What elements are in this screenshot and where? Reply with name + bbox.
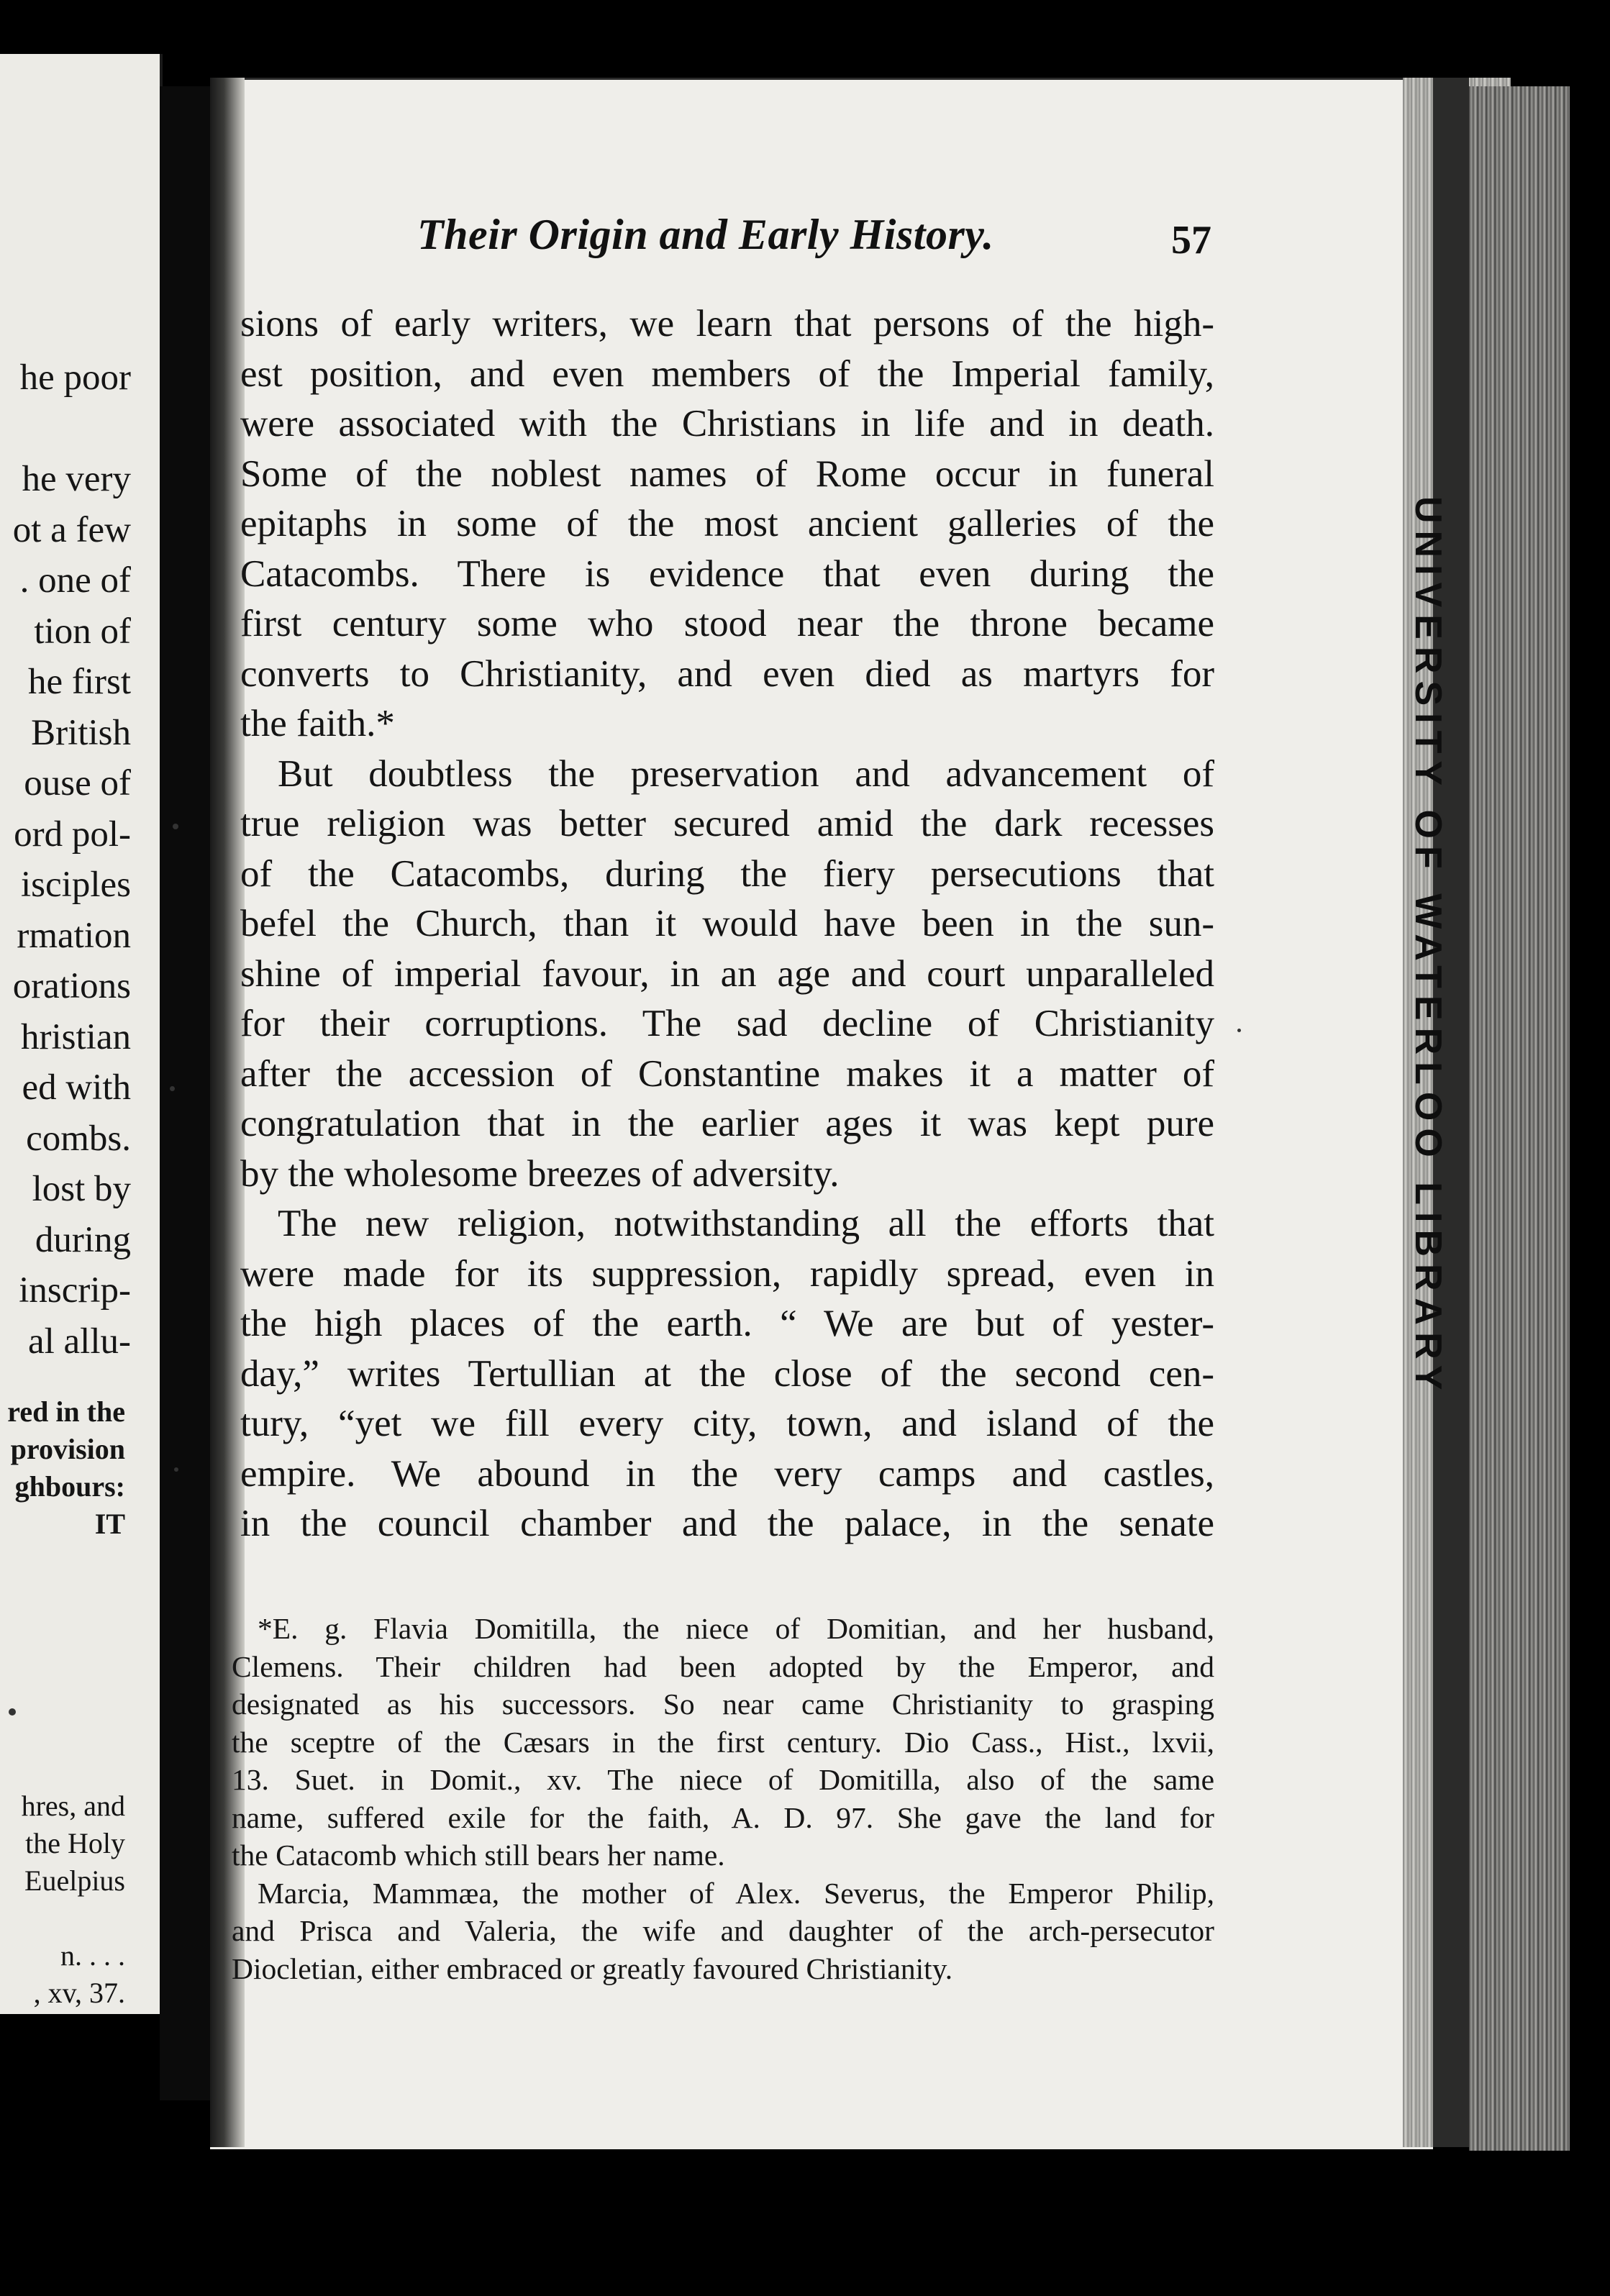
body-line: first century some who stood near the throne became [240, 603, 1214, 644]
library-stamp-text: UNIVERSITY OF WATERLOO LIBRARY [1407, 496, 1449, 1398]
footnote-line: and Prisca and Valeria, the wife and daughter of the arch-persecutor [232, 1914, 1214, 1947]
previous-page-line: he first [27, 662, 131, 702]
previous-footnote-line: provision [10, 1433, 125, 1465]
previous-page-footnotes-lower [22, 1787, 125, 2012]
previous-page-footnotes [7, 1393, 125, 1543]
body-line: congratulation that in the earlier ages it was kept pure [240, 1103, 1214, 1144]
running-head: Their Origin and Early History. [417, 211, 994, 258]
body-line: epitaphs in some of the most ancient galleries of the [240, 503, 1214, 545]
previous-page-line [13, 404, 131, 455]
body-line: in the council chamber and the palace, in the senate [240, 1503, 1214, 1544]
previous-page-line: tion of [34, 611, 131, 652]
previous-page-line: combs. [26, 1118, 131, 1159]
previous-page-line: isciples [21, 865, 131, 905]
body-line: the faith.* [240, 703, 395, 744]
body-line: converts to Christianity, and even died as martyrs for [240, 652, 1214, 695]
previous-footnote-line: red in the [7, 1395, 125, 1428]
previous-footnote-line: n. . . . [60, 1939, 125, 1972]
scan-speck [1237, 1029, 1241, 1032]
footnote-line: 13. Suet. in Domit., xv. The niece of Domitilla, also of the same [232, 1763, 1214, 1796]
previous-page-line: inscrip- [19, 1270, 131, 1311]
body-text [240, 299, 1214, 1549]
previous-footnote-line: IT [94, 1508, 125, 1540]
previous-footnote-line: ghbours: [14, 1470, 125, 1503]
body-line: empire. We abound in the very camps and castles, [240, 1452, 1214, 1495]
previous-page-line: ot a few [12, 509, 131, 550]
footnote-line: Marcia, Mammæa, the mother of Alex. Severus, the Emperor Philip, [258, 1876, 1214, 1910]
previous-page-line: British [31, 712, 131, 753]
body-line: tury, “yet we fill every city, town, and island of the [240, 1403, 1214, 1444]
previous-page-line: ouse of [24, 763, 131, 803]
previous-page-line: orations [12, 966, 131, 1006]
previous-footnote-line: Euelpius [24, 1864, 125, 1897]
previous-page-line: . one of [19, 560, 131, 601]
body-line: Some of the noblest names of Rome occur in funeral [240, 452, 1214, 495]
previous-page-line: al allu- [27, 1321, 131, 1362]
body-line: after the accession of Constantine makes it a matter of [240, 1052, 1214, 1095]
body-line: were made for its suppression, rapidly spread, even in [240, 1252, 1214, 1295]
footnote-line: *E. g. Flavia Domitilla, the niece of Domitian, and her husband, [258, 1612, 1214, 1645]
previous-page-line: ord pol- [14, 814, 131, 855]
body-line: Catacombs. There is evidence that even during the [240, 552, 1214, 595]
library-stamp [1404, 496, 1450, 1431]
scan-speck [9, 1708, 16, 1716]
previous-footnote-line [22, 1900, 125, 1937]
previous-page-line: he poor [19, 357, 131, 398]
body-line: day,” writes Tertullian at the close of the second cen- [240, 1352, 1214, 1395]
previous-page-line: during [35, 1219, 131, 1260]
footnote-line: Diocletian, either embraced or greatly favoured Christianity. [232, 1951, 953, 1985]
previous-footnote-line: hres, and [21, 1790, 125, 1822]
previous-page-line: rmation [17, 915, 131, 956]
footnote-line: the sceptre of the Cæsars in the first century. Dio Cass., Hist., lxvii, [232, 1725, 1214, 1759]
body-line: by the wholesome breezes of adversity. [240, 1152, 840, 1195]
previous-page-line: ed with [22, 1067, 131, 1108]
body-line: befel the Church, than it would have been in the sun- [240, 903, 1214, 944]
body-line: But doubtless the preservation and advancement of [278, 752, 1214, 795]
page-number: 57 [1171, 218, 1211, 263]
scan-speck [173, 824, 178, 829]
previous-page-line: he very [22, 459, 131, 499]
previous-footnote-line: , xv, 37. [33, 1977, 125, 2009]
previous-page-text [13, 352, 131, 1367]
scan-speck [170, 1086, 175, 1091]
footnote-line: the Catacomb which still bears her name. [232, 1839, 725, 1872]
footnote-line: Clemens. Their children had been adopted by the Emperor, and [232, 1649, 1214, 1683]
body-line: sions of early writers, we learn that persons of the high- [240, 303, 1214, 345]
footnotes [232, 1610, 1214, 1987]
body-line: of the Catacombs, during the fiery persecutions that [240, 852, 1214, 895]
body-line: est position, and even members of the Imperial family, [240, 352, 1214, 395]
footnote-line: name, suffered exile for the faith, A. D. 97. She gave the land for [232, 1800, 1214, 1834]
body-line: for their corruptions. The sad decline of Christianity [240, 1003, 1214, 1044]
previous-page-fragment [0, 54, 163, 2014]
previous-footnote-line: the Holy [25, 1827, 125, 1859]
body-line: true religion was better secured amid the dark recesses [240, 803, 1214, 844]
body-line: shine of imperial favour, in an age and court unparalleled [240, 952, 1214, 995]
previous-page-line: hristian [21, 1016, 131, 1057]
footnote-line: designated as his successors. So near came Christianity to grasping [232, 1687, 1214, 1721]
body-line: The new religion, notwithstanding all the efforts that [278, 1203, 1214, 1244]
page-stack-right [1469, 86, 1570, 2151]
body-line: were associated with the Christians in life and in death. [240, 403, 1214, 445]
previous-page-line: lost by [32, 1169, 131, 1209]
body-line: the high places of the earth. “ We are but of yester- [240, 1303, 1214, 1344]
scan-speck [174, 1467, 178, 1472]
